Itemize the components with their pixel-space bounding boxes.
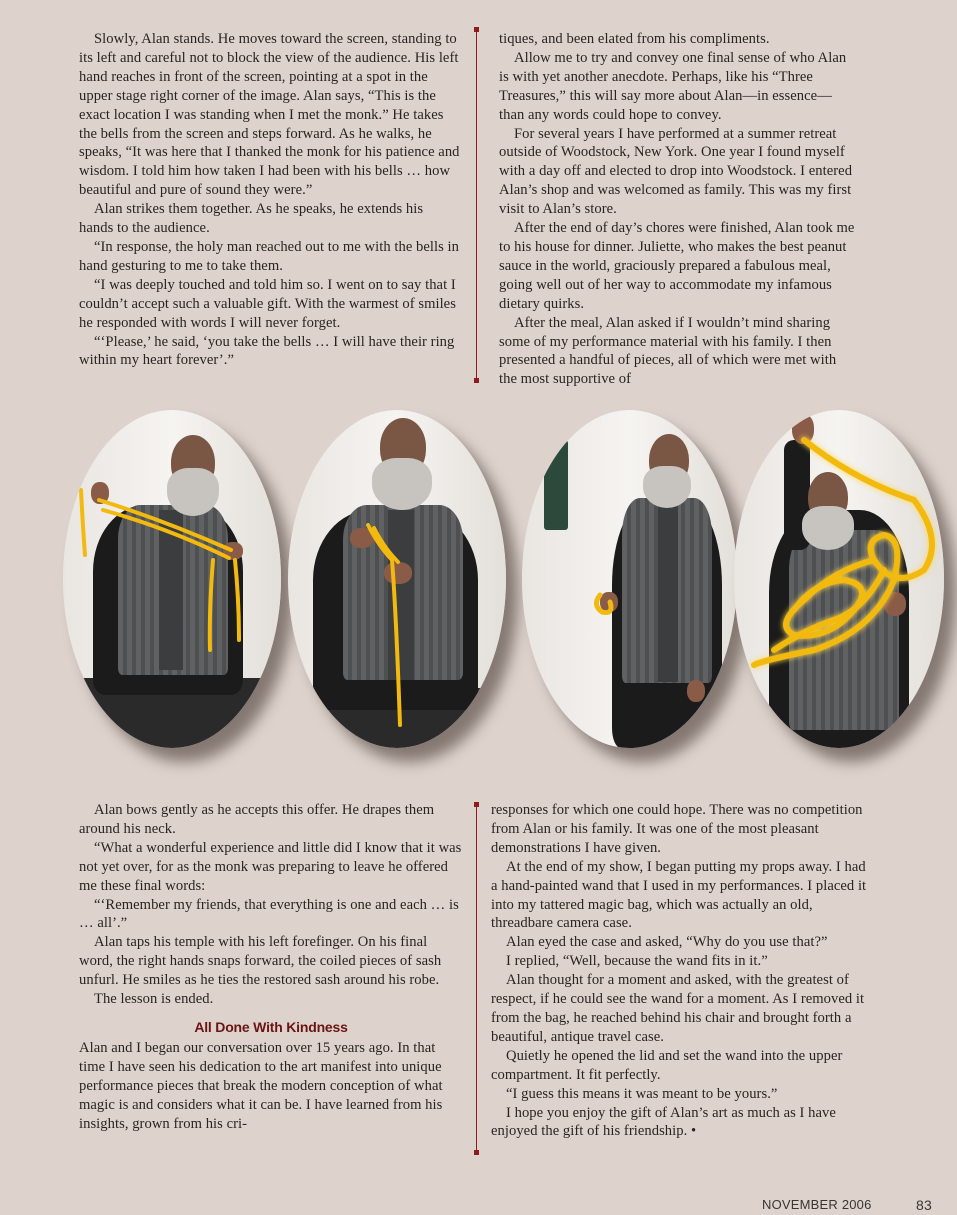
paragraph: responses for which one could hope. There was no competition from Alan or his family. It was one of the most pleasant demonstrations I have given.	[491, 802, 863, 856]
column-bottom-right	[491, 801, 869, 1141]
paragraph: Quietly he opened the lid and set the wand into the upper compartment. It fit perfectly.	[491, 1047, 843, 1083]
rope-graphic	[63, 410, 281, 748]
paragraph: For several years I have performed at a summer retreat outside of Woodstock, New York. One year I found myself with a day off and elected to drop into Woodstock. I entered Alan’s shop and was welcomed as family. This was my first visit to Alan’s store.	[499, 125, 853, 218]
page-number: 83	[916, 1197, 932, 1213]
paragraph: “I guess this means it was meant to be yours.”	[506, 1085, 778, 1102]
rope-graphic	[734, 410, 944, 748]
rope-graphic	[288, 410, 506, 748]
paragraph: Alan eyed the case and asked, “Why do you use that?”	[506, 934, 828, 951]
section-heading: All Done With Kindness	[194, 1018, 348, 1035]
paragraph: I replied, “Well, because the wand fits in it.”	[506, 953, 768, 970]
paragraph: Slowly, Alan stands. He moves toward the screen, standing to its left and careful not to block the view of the audience. His left hand reaches in front of the screen, pointing at a spot in the upper stage right corner of the image. Alan says, “This is the exact location I was standing when I met the monk.” He takes the bells from the screen and steps forward. As he walks, he speaks, “It was here that I thanked the monk for his patience and wisdom. I told him how taken I had been with his bells … how beautiful and pure of sound they were.”	[79, 31, 460, 199]
paragraph: Alan thought for a moment and asked, with the greatest of respect, if he could see the wand for a moment. As I removed it from the bag, he reached behind his chair and brought forth a beautiful, antique travel case.	[491, 972, 865, 1045]
paragraph: Alan taps his temple with his left forefinger. On his final word, the right hands snaps forward, the coiled pieces of sash unfurl. He smiles as he ties the restored sash around his robe.	[79, 934, 442, 989]
photo-sequence-4	[734, 410, 944, 748]
paragraph: After the meal, Alan asked if I wouldn’t mind sharing some of my performance material with his family. I then presented a handful of pieces, all of which were met with the most supportive of	[499, 314, 837, 388]
photo-sequence-1	[63, 410, 281, 748]
photo-sequence-2	[288, 410, 506, 748]
paragraph: Alan and I began our conversation over 15 years ago. In that time I have seen his dedication to the art manifest into unique performance pieces that break the modern conception of what magic is and considers what it can be. I have learned from his insights, grown from his cri-	[79, 1039, 443, 1132]
paragraph: At the end of my show, I began putting my props away. I had a hand-painted wand that I used in my performances. I placed it into my tattered magic bag, which was actually an old, threadbare camera case.	[491, 858, 867, 932]
rope-graphic	[522, 410, 737, 748]
column-bottom-left	[79, 801, 463, 1133]
paragraph: “I was deeply touched and told him so. I went on to say that I couldn’t accept such a valuable gift. With the warmest of smiles he responded with words I will never forget.	[79, 276, 456, 331]
paragraph: Alan strikes them together. As he speaks, he extends his hands to the audience.	[79, 201, 424, 237]
column-top-left	[79, 30, 461, 370]
paragraph: tiques, and been elated from his compliments.	[499, 31, 770, 47]
column-divider-bottom	[476, 802, 477, 1155]
paragraph: Allow me to try and convey one final sense of who Alan is with yet another anecdote. Perhaps, like his “Three Treasures,” this will say more about Alan—in essence—than any words could hope to convey.	[499, 49, 847, 123]
paragraph: After the end of day’s chores were finished, Alan took me to his house for dinner. Juliette, who makes the best peanut sauce in the world, graciously prepared a fabulous meal, going well out of her way to accommodate my infamous dietary quirks.	[499, 220, 855, 312]
paragraph: “What a wonderful experience and little did I know that it was not yet over, for as the monk was preparing to leave he offered me these final words:	[79, 839, 462, 894]
paragraph: I hope you enjoy the gift of Alan’s art as much as I have enjoyed the gift of his friendship. •	[491, 1104, 836, 1140]
column-divider-top	[476, 27, 477, 383]
paragraph: Alan bows gently as he accepts this offer. He drapes them around his neck.	[79, 802, 435, 837]
photo-sequence-3	[522, 410, 737, 748]
paragraph: “‘Please,’ he said, ‘you take the bells … I will have their ring within my heart forever’.”	[79, 333, 455, 369]
column-top-right	[499, 30, 857, 389]
paragraph: The lesson is ended.	[94, 991, 214, 1008]
footer-issue-date: NOVEMBER 2006	[762, 1197, 872, 1212]
paragraph: “‘Remember my friends, that everything is one and each … is … all’.”	[79, 896, 459, 932]
paragraph: “In response, the holy man reached out to me with the bells in hand gesturing to me to take them.	[79, 238, 460, 274]
